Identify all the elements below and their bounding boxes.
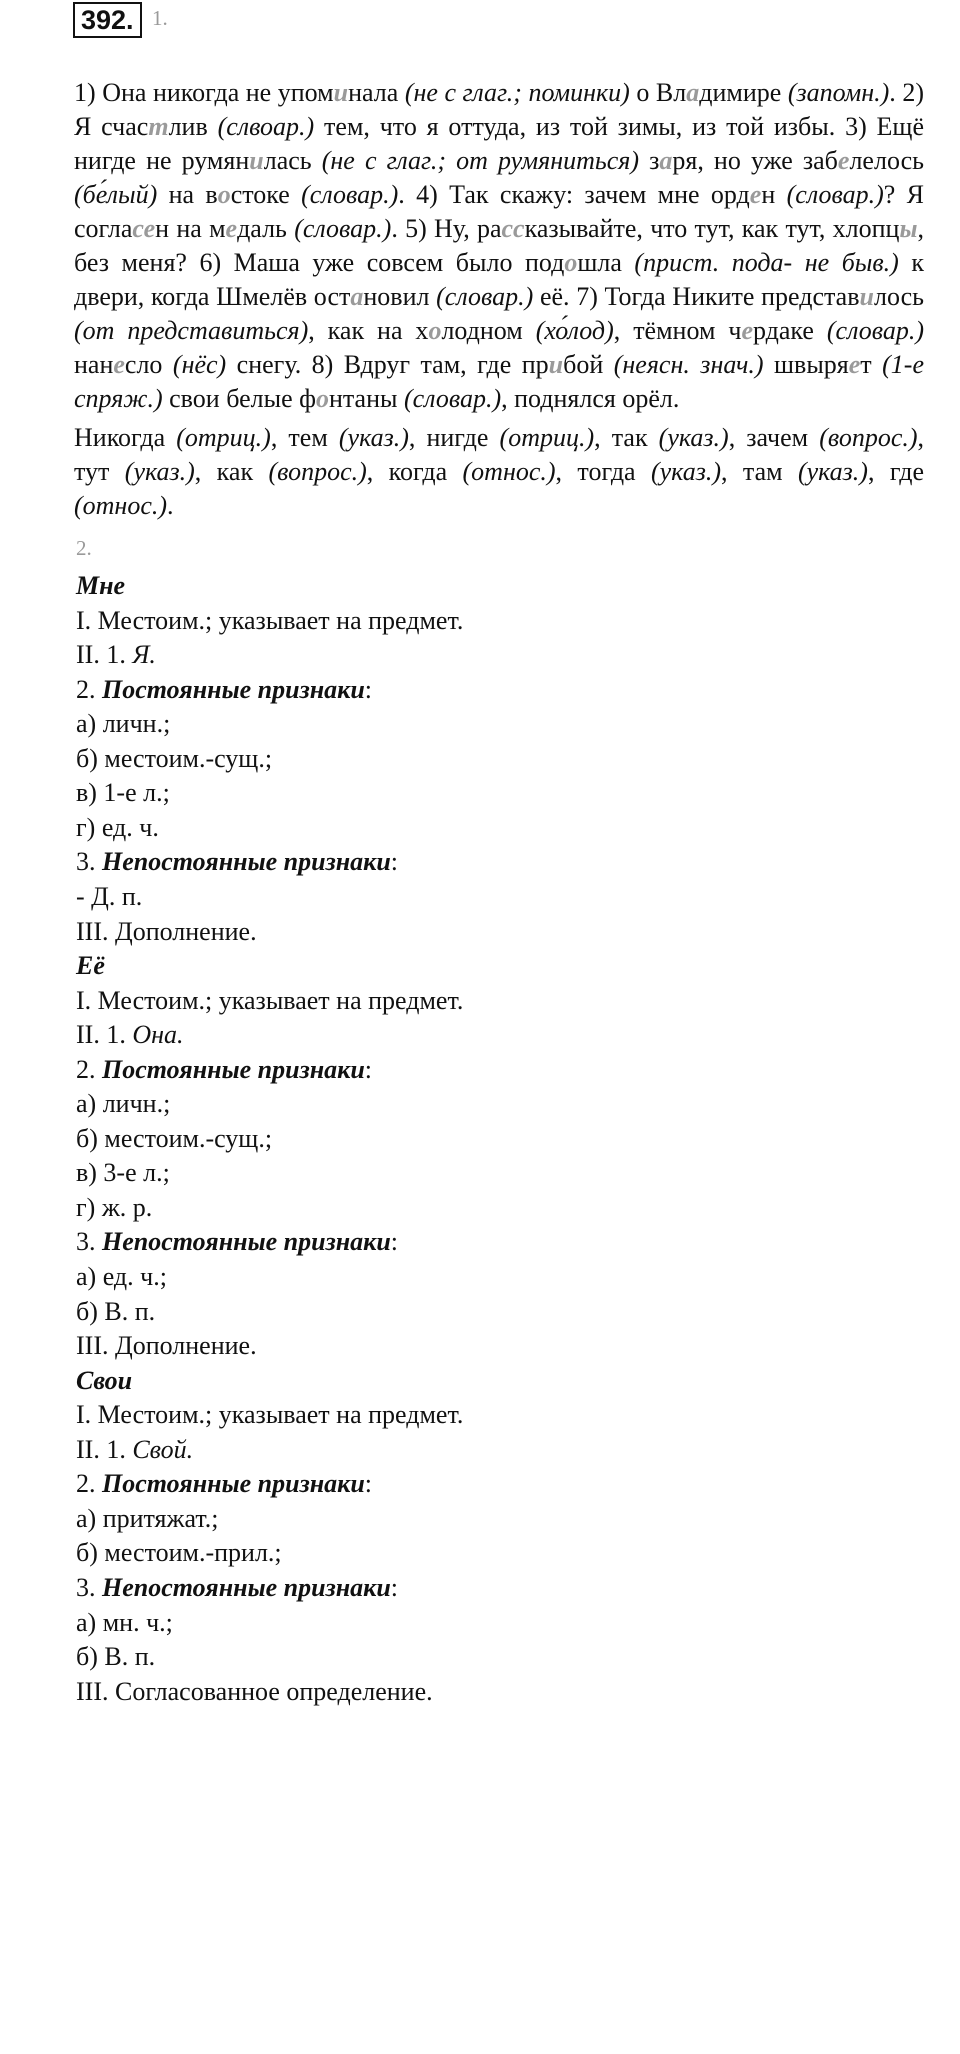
text-run: нтаны [328, 384, 404, 413]
italic-note: и [570, 78, 584, 107]
highlighted-letter: а [659, 146, 673, 175]
text-run: I. Местоим.; указывает на предмет. [76, 606, 464, 635]
analysis-line [76, 778, 170, 808]
highlighted-letter: а [686, 78, 700, 107]
text-run: б) В. п. [76, 1642, 156, 1671]
text-run: ря, но уже заб [672, 146, 838, 175]
text-run: . 2) Я счас [74, 78, 924, 141]
highlighted-letter: се [132, 214, 156, 243]
italic-note: (бе́лый) [74, 180, 158, 209]
analysis-line [76, 1124, 272, 1154]
text-run: а) личн.; [76, 1089, 171, 1118]
highlighted-letter: о [217, 180, 231, 209]
italic-note: (словар.) [301, 180, 399, 209]
text-run: на в [157, 180, 218, 209]
text-run: , нигде [408, 423, 500, 452]
text-run: б) местоим.-сущ.; [76, 744, 273, 773]
text-run: 1) Она никогда не упом [74, 78, 334, 107]
text-run: 2. [76, 1469, 102, 1498]
text-run: II. 1. [76, 1435, 133, 1464]
text-run: т [860, 350, 883, 379]
highlighted-letter: т [148, 112, 169, 141]
text-run: , там [721, 457, 798, 486]
italic-note: (словар.) [294, 214, 392, 243]
italic-note: (прист. пода- не быв.) [634, 248, 899, 277]
text-run: а) личн.; [76, 709, 171, 738]
text-run: Постоянные признаки [102, 675, 365, 704]
text-run: III. Дополнение. [76, 1331, 257, 1360]
text-run: шла [577, 248, 635, 277]
italic-note: (неясн. знач.) [613, 350, 764, 379]
text-run: снегу. 8) Вдруг там, где пр [226, 350, 549, 379]
analysis-line [76, 847, 398, 877]
section-number-2: 2. [76, 536, 92, 560]
analysis-line [76, 1297, 155, 1327]
italic-note: нки) [583, 78, 630, 107]
text-run: димире [699, 78, 788, 107]
text-run: III. Дополнение. [76, 917, 257, 946]
text-run: 3. [76, 1573, 102, 1602]
text-run: Мне [76, 571, 126, 600]
italic-note: (нёс) [172, 350, 227, 379]
text-run: нан [74, 350, 114, 379]
italic-note: (указ.) [797, 457, 868, 486]
italic-note: (словар.) [786, 180, 884, 209]
text-run: Постоянные признаки [102, 1055, 365, 1084]
text-run: : [390, 1573, 399, 1602]
analysis-line [76, 1538, 282, 1568]
text-run: . 5) Ну, ра [391, 214, 502, 243]
analysis-line [76, 640, 156, 670]
analysis-line [76, 1089, 170, 1119]
highlighted-letter: е [225, 214, 238, 243]
highlighted-letter: е [837, 146, 850, 175]
analysis-line [76, 1573, 398, 1603]
text-run: б) В. п. [76, 1297, 156, 1326]
analysis-line [76, 1262, 167, 1292]
text-run: а) притяжат.; [76, 1504, 219, 1533]
analysis-line [76, 1331, 257, 1361]
text-run: лив [168, 112, 218, 141]
adverbs-text [4, 421, 924, 523]
italic-note: Я. [132, 640, 156, 669]
highlighted-letter: о [315, 384, 329, 413]
analysis-line [76, 1677, 433, 1707]
highlighted-letter: и [548, 350, 564, 379]
text-run: б) местоим.-сущ.; [76, 1124, 273, 1153]
analysis-word-heading [76, 1366, 132, 1396]
italic-note: (запомн.) [787, 78, 890, 107]
text-run: з [639, 146, 660, 175]
text-run: , без меня? 6) Маша уже совсем было под [74, 214, 924, 277]
italic-note: (вопрос.) [819, 423, 918, 452]
highlighted-letter: е [113, 350, 125, 379]
analysis-line [76, 1227, 398, 1257]
text-run: н на м [155, 214, 226, 243]
text-run: казывайте, что тут, как тут, хлопц [524, 214, 900, 243]
text-run: II. 1. [76, 1020, 133, 1049]
text-run: лось [873, 282, 924, 311]
highlighted-letter: и [859, 282, 874, 311]
text-run: н [761, 180, 787, 209]
highlighted-letter: и [249, 146, 264, 175]
italic-note: (указ.) [338, 423, 409, 452]
text-run: , тем [270, 423, 339, 452]
analysis-line [76, 1400, 463, 1430]
text-run: Непостоянные признаки [102, 847, 391, 876]
text-run: б) местоим.-прил.; [76, 1538, 282, 1567]
italic-note: (1-е спряж.) [74, 350, 924, 413]
italic-note: (вопрос.) [268, 457, 367, 486]
text-run: в) 1-е л.; [76, 778, 170, 807]
text-run: а) ед. ч.; [76, 1262, 167, 1291]
text-run: , когда [366, 457, 463, 486]
text-run: Её [76, 951, 105, 980]
highlighted-letter: а [350, 282, 364, 311]
analysis-line [76, 1504, 218, 1534]
text-run: в) 3-е л.; [76, 1158, 170, 1187]
text-run: швыря [763, 350, 849, 379]
text-run: Постоянные признаки [102, 1469, 365, 1498]
text-run: 3. [76, 847, 102, 876]
text-run: Непостоянные признаки [102, 1573, 391, 1602]
italic-note: (отриц.) [499, 423, 595, 452]
highlighted-letter: е [749, 180, 762, 209]
text-run: , тёмном ч [613, 316, 742, 345]
highlighted-letter: е [741, 316, 753, 345]
text-run: стоке [230, 180, 302, 209]
analysis-line [76, 1435, 193, 1465]
text-run: 2. [76, 675, 102, 704]
text-run: а) мн. ч.; [76, 1608, 173, 1637]
italic-note: (словар.) [436, 282, 534, 311]
text-run: : [390, 847, 399, 876]
text-run: : [364, 675, 373, 704]
highlighted-letter: е [848, 350, 861, 379]
text-run: , как [194, 457, 269, 486]
text-run: ? Я согла [74, 180, 924, 243]
text-run: даль [237, 214, 295, 243]
section-number-1: 1. [152, 6, 168, 30]
text-run: Свои [76, 1366, 133, 1395]
text-run: , так [594, 423, 659, 452]
italic-note: (не с глаг.; от румяниться) [321, 146, 639, 175]
analysis-line [76, 1642, 155, 1672]
text-run: лелось [849, 146, 924, 175]
text-run: тем, что я оттуда, из той зимы, из той избы. 3) Ещё нигде не румян [74, 112, 924, 175]
text-run: свои белые ф [162, 384, 316, 413]
analysis-line [76, 882, 142, 912]
adverbs-paragraph [4, 421, 924, 523]
exercise-text-paragraph [4, 76, 924, 416]
text-run: лодном [441, 316, 536, 345]
analysis-line [76, 744, 272, 774]
analysis-line [76, 1055, 372, 1085]
text-run: II. 1. [76, 640, 133, 669]
italic-note: (словар.) [826, 316, 925, 345]
analysis-line [76, 1158, 170, 1188]
italic-note: (слвоар.) [217, 112, 315, 141]
analysis-line [76, 917, 257, 947]
italic-note: Она. [132, 1020, 184, 1049]
text-run: : [390, 1227, 399, 1256]
highlighted-letter: сс [501, 214, 525, 243]
text-run: . 4) Так скажу: зачем мне орд [398, 180, 750, 209]
text-run: I. Местоим.; указывает на предмет. [76, 986, 464, 1015]
analysis-word-heading [76, 571, 125, 601]
text-run: , зачем [728, 423, 820, 452]
text-run: , тогда [555, 457, 651, 486]
analysis-line [76, 1193, 152, 1223]
italic-note: (относ.) [462, 457, 556, 486]
italic-note: Свой. [132, 1435, 194, 1464]
text-run: , тут [74, 423, 925, 486]
text-run: : [364, 1469, 373, 1498]
italic-note: (хо́лод) [535, 316, 614, 345]
text-run: . [167, 491, 174, 520]
analysis-line [76, 709, 170, 739]
italic-note: (указ.) [124, 457, 195, 486]
text-run: III. Согласованное определение. [76, 1677, 433, 1706]
highlighted-letter: о [564, 248, 578, 277]
italic-note: (указ.) [658, 423, 729, 452]
italic-note: (относ.) [74, 491, 168, 520]
analysis-line [76, 675, 372, 705]
text-run: её. 7) Тогда Никите представ [533, 282, 860, 311]
text-run: сло [124, 350, 173, 379]
text-run: бой [563, 350, 614, 379]
analysis-line [76, 606, 463, 636]
italic-note: (от представиться) [74, 316, 309, 345]
analysis-line [76, 1020, 184, 1050]
text-run: рдаке [752, 316, 827, 345]
highlighted-letter: ы [899, 214, 918, 243]
italic-note: (не с глаг.; пом [404, 78, 571, 107]
analysis-line [76, 1469, 372, 1499]
italic-note: (словар.) [403, 384, 502, 413]
analysis-line [76, 813, 159, 843]
text-run: Никогда [74, 423, 177, 452]
highlighted-letter: о [428, 316, 442, 345]
text-run: к двери, когда Шмелёв ост [74, 248, 924, 311]
text-run: лась [263, 146, 322, 175]
text-run: новил [363, 282, 437, 311]
text-run: нала [348, 78, 405, 107]
text-run: Непостоянные признаки [102, 1227, 391, 1256]
text-run: , где [867, 457, 924, 486]
text-run: г) ед. ч. [76, 813, 159, 842]
text-run: , как на х [308, 316, 429, 345]
text-run: I. Местоим.; указывает на предмет. [76, 1400, 464, 1429]
analysis-line [76, 1608, 173, 1638]
analysis-word-heading [76, 951, 105, 981]
italic-note: (отриц.) [176, 423, 271, 452]
text-run: о Вл [629, 78, 687, 107]
exercise-text [4, 76, 924, 416]
italic-note: (указ.) [650, 457, 721, 486]
text-run: 2. [76, 1055, 102, 1084]
text-run: г) ж. р. [76, 1193, 153, 1222]
text-run: - Д. п. [76, 882, 143, 911]
exercise-number: 392. [73, 2, 142, 38]
text-run: , поднялся орёл. [501, 384, 680, 413]
analysis-line [76, 986, 463, 1016]
text-run: : [364, 1055, 373, 1084]
text-run: 3. [76, 1227, 102, 1256]
highlighted-letter: и [333, 78, 349, 107]
